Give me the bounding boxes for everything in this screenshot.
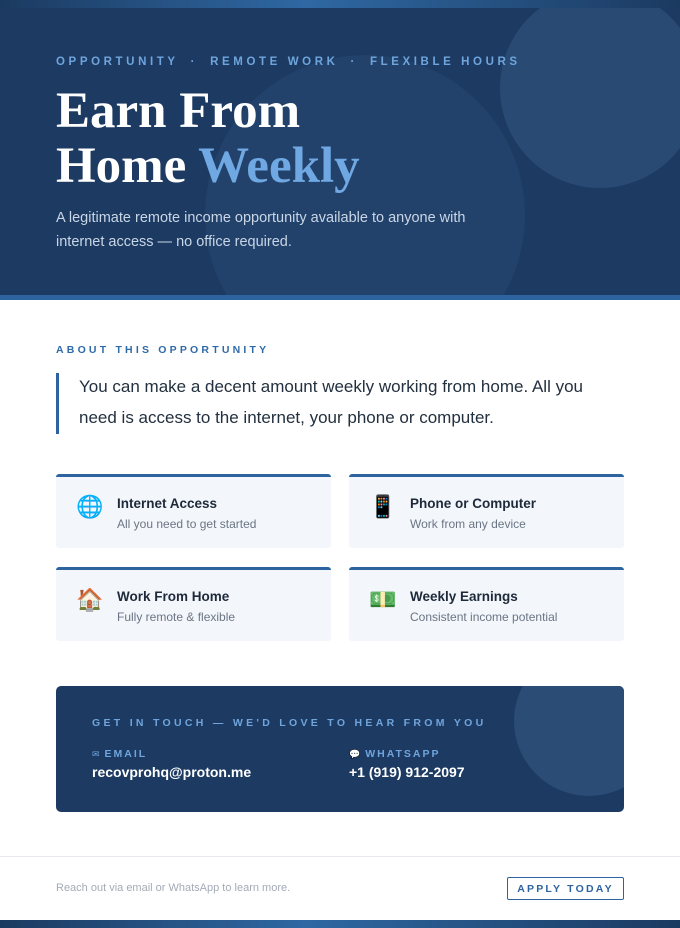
feature-card-work-from-home (56, 567, 331, 641)
whatsapp-label (349, 748, 441, 760)
feature-title: Work From Home (117, 589, 230, 604)
eyebrow-separator: · (350, 56, 358, 68)
feature-title: Internet Access (117, 496, 218, 511)
contact-panel (56, 686, 624, 812)
apply-today-button[interactable]: APPLY TODAY (507, 877, 624, 900)
envelope-icon: ✉ (92, 749, 100, 759)
house-icon: 🏠 (76, 587, 104, 612)
footer-note: Reach out via email or WhatsApp to learn more. (56, 882, 291, 894)
eyebrow-tag: OPPORTUNITY (56, 56, 179, 68)
eyebrow-tag: FLEXIBLE HOURS (369, 56, 521, 68)
top-accent-stripe (0, 0, 680, 8)
page-title (56, 84, 360, 194)
feature-title: Phone or Computer (410, 496, 537, 511)
contact-heading: GET IN TOUCH — WE'D LOVE TO HEAR FROM YOU (92, 717, 487, 729)
money-icon: 💵 (369, 587, 397, 612)
decorative-circle (500, 8, 680, 188)
email-label-text: EMAIL (104, 748, 148, 760)
chat-bubble-icon: 💬 (349, 749, 361, 759)
about-quote (56, 373, 616, 434)
feature-description: Work from any device (410, 517, 526, 531)
feature-card-weekly-earnings (349, 567, 624, 641)
feature-card-internet-access (56, 474, 331, 548)
whatsapp-label-text: WHATSAPP (365, 748, 441, 760)
hero-subtitle: A legitimate remote income opportunity available to anyone with internet access — no office required. (56, 210, 466, 250)
feature-card-phone-or-computer (349, 474, 624, 548)
eyebrow-separator: · (190, 56, 199, 68)
footer-divider (0, 856, 680, 857)
feature-title: Weekly Earnings (410, 589, 518, 604)
about-quote-text: You can make a decent amount weekly working from home. All you need is access to the internet, your phone or computer. (79, 377, 583, 427)
section-label: ABOUT THIS OPPORTUNITY (56, 344, 270, 356)
headline-line-2: Home (56, 138, 199, 194)
feature-description: Fully remote & flexible (117, 610, 236, 624)
email-label (92, 748, 147, 760)
whatsapp-number-link[interactable]: +1 (919) 912-2097 (349, 764, 465, 780)
headline-accent: Weekly (198, 138, 360, 194)
email-link[interactable]: recovprohq@proton.me (92, 764, 252, 780)
hero-divider-bar (0, 295, 680, 300)
eyebrow-tag: REMOTE WORK (210, 56, 339, 68)
phone-icon: 📱 (369, 494, 397, 519)
decorative-circle (514, 686, 624, 796)
hero-banner (0, 8, 680, 295)
headline-line-1: Earn From (56, 83, 301, 139)
feature-description: Consistent income potential (410, 610, 558, 624)
hero-eyebrow (56, 56, 521, 68)
globe-icon: 🌐 (76, 494, 104, 519)
bottom-accent-stripe (0, 920, 680, 928)
feature-description: All you need to get started (117, 517, 257, 531)
